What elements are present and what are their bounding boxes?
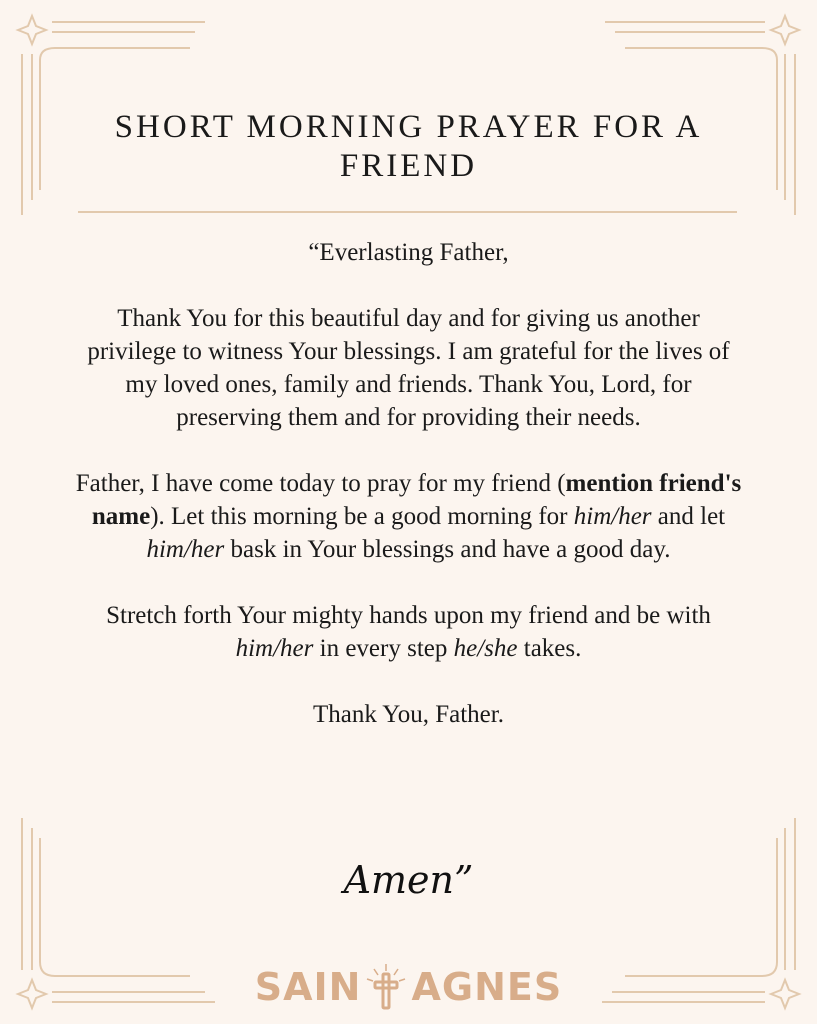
prayer-paragraph-1: Thank You for this beautiful day and for giving us another privilege to witness Your blessings. I am grateful for the lives of my loved ones, family and friends. Thank You, Lord, for preserving them and for providing their needs. xyxy=(87,305,730,431)
prayer-closing: Thank You, Father. xyxy=(313,701,504,728)
pronoun-italic: him/her xyxy=(573,503,652,530)
prayer-paragraph-2 xyxy=(70,467,747,566)
p2-text-b: ). Let this morning be a good morning for xyxy=(150,503,574,530)
pronoun-italic: he/she xyxy=(453,635,518,662)
prayer-salutation: “Everlasting Father, xyxy=(308,239,509,266)
page-title: SHORT MORNING PRAYER FOR A FRIEND xyxy=(114,109,703,184)
p3-text-c: takes. xyxy=(517,635,582,662)
title-divider xyxy=(78,211,737,213)
pronoun-italic: him/her xyxy=(235,635,314,662)
p3-text-b: in every step xyxy=(313,635,454,662)
logo-text-left: SAIN xyxy=(254,965,362,1009)
prayer-paragraph-3 xyxy=(70,599,747,665)
logo-text-right: AGNES xyxy=(411,965,563,1009)
saint-agnes-logo xyxy=(0,962,817,1012)
friend-name-placeholder: mention friend's name xyxy=(91,470,742,530)
cross-icon xyxy=(363,962,409,1012)
p3-text-a: Stretch forth Your mighty hands upon my friend and be with xyxy=(106,602,711,629)
p2-text-c: and let xyxy=(651,503,726,530)
pronoun-italic: him/her xyxy=(146,536,225,563)
prayer-body xyxy=(70,236,747,764)
p2-text-d: bask in Your blessings and have a good day. xyxy=(224,536,671,563)
p2-text-a: Father, I have come today to pray for my friend ( xyxy=(75,470,566,497)
amen-signature: Amen” xyxy=(343,858,474,902)
